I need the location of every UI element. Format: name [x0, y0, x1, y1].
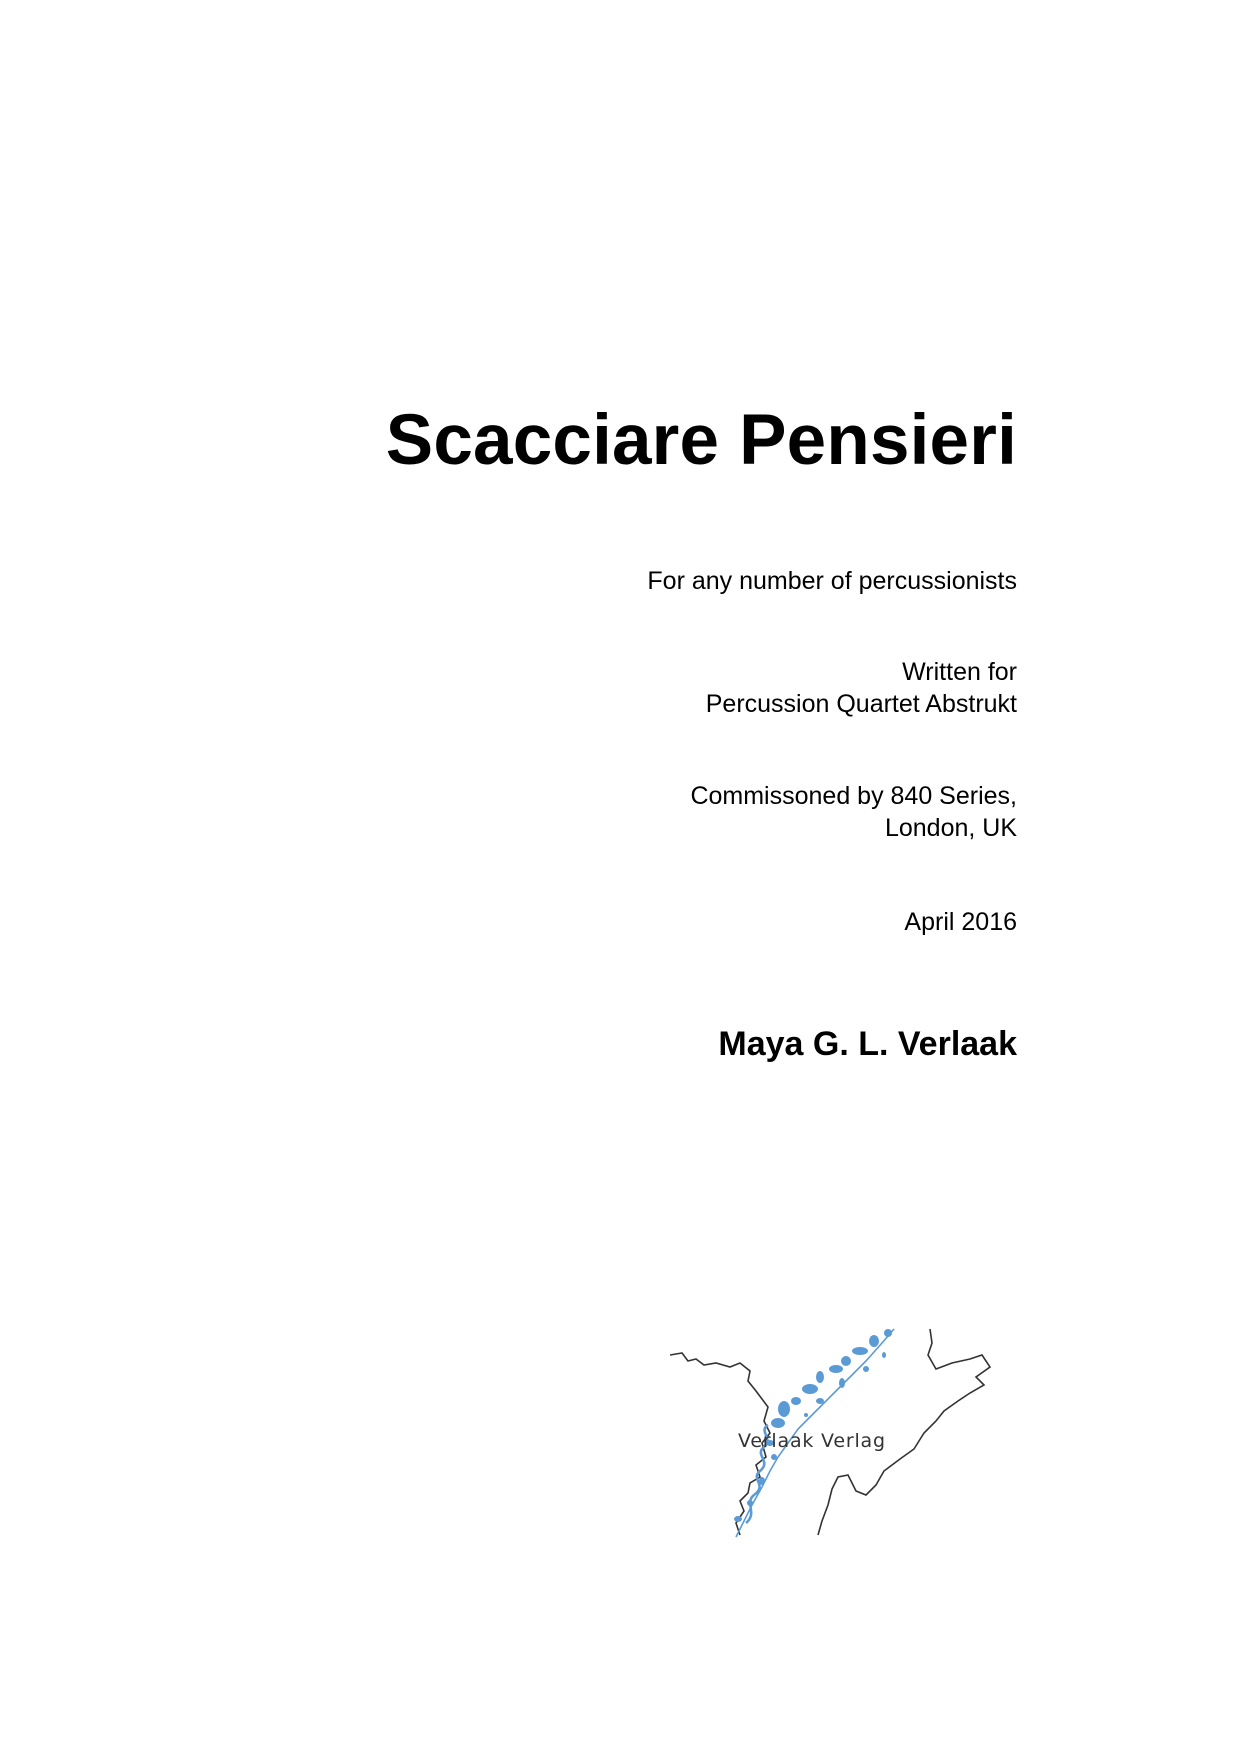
instrumentation: For any number of percussionists: [647, 567, 1017, 595]
dedication-line-1: Written for: [902, 658, 1017, 686]
commission-line-1: Commissoned by 840 Series,: [690, 782, 1017, 810]
composer-name: Maya G. L. Verlaak: [718, 1025, 1017, 1063]
publisher-logo: [670, 1325, 1000, 1545]
publisher-name: Verlaak Verlag: [738, 1430, 886, 1452]
commission-line-2: London, UK: [884, 814, 1017, 842]
dedication: [706, 656, 1017, 720]
commission: [690, 780, 1017, 844]
dedication-line-2: Percussion Quartet Abstrukt: [705, 690, 1017, 718]
composition-date: April 2016: [904, 908, 1017, 936]
score-title: Scacciare Pensieri: [385, 401, 1017, 480]
